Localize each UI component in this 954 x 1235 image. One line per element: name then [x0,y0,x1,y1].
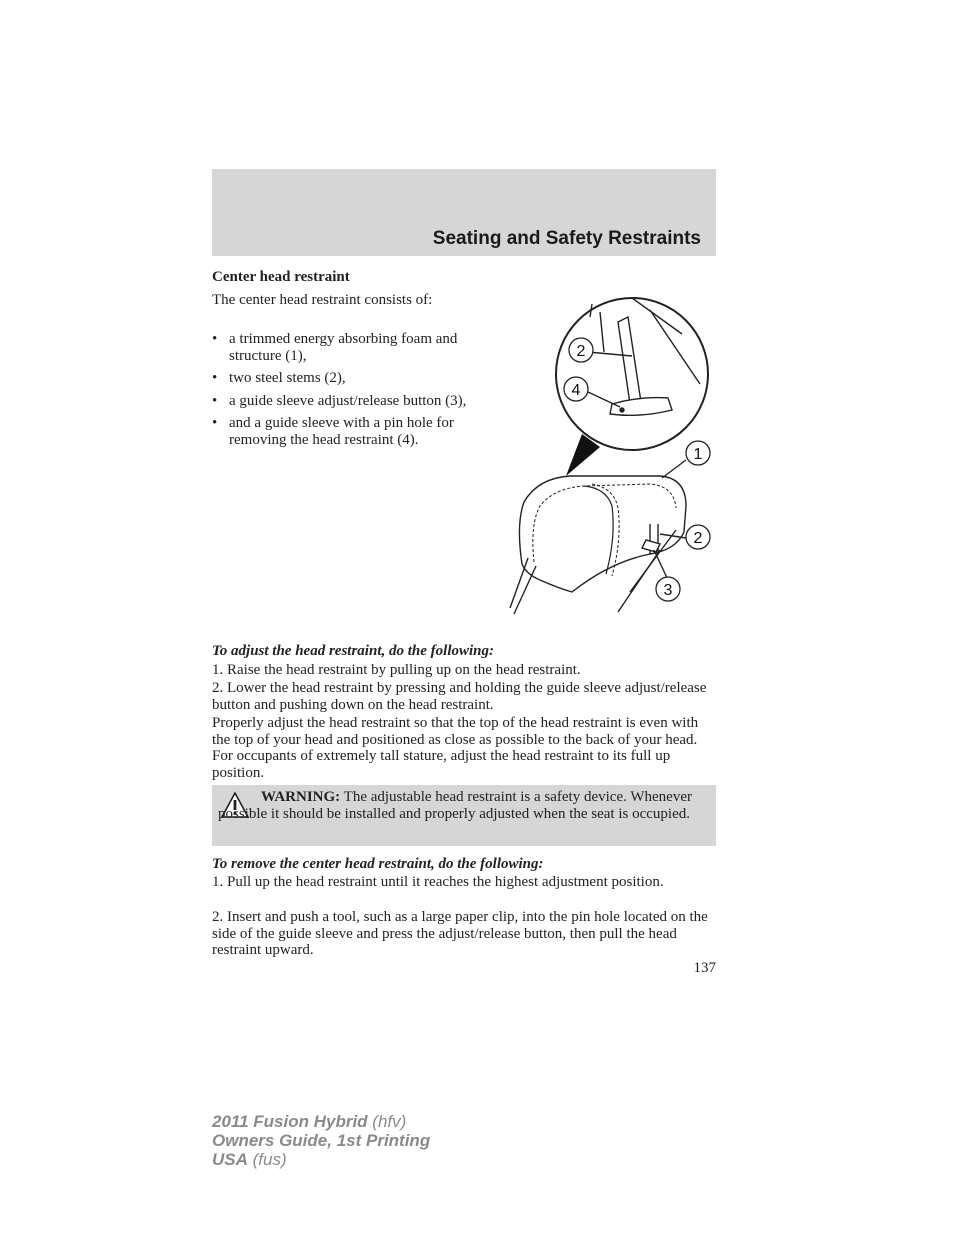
list-item: • a trimmed energy absorbing foam and structure (1), [212,331,474,364]
adjust-step-1: 1. Raise the head restraint by pulling up on the head restraint. [212,662,581,678]
page-number: 137 [693,960,716,976]
center-head-restraint-heading: Center head restraint [212,269,350,285]
document-footer [212,1112,430,1169]
warning-text [218,789,704,822]
footer-model-code: (hfv) [367,1112,407,1131]
adjust-step-2: 2. Lower the head restraint by pressing and holding the guide sleeve adjust/release button and pushing down on the head restraint. [212,680,707,713]
remove-step-1: 1. Pull up the head restraint until it reaches the highest adjustment position. [212,874,664,890]
footer-market: USA [212,1150,248,1169]
remove-step-2: 2. Insert and push a tool, such as a large paper clip, into the pin hole located on the side of the guide sleeve and press the adjust/release button, then pull the head restraint upward. [212,909,708,958]
section-title: Seating and Safety Restraints [432,228,701,249]
footer-market-code: (fus) [247,1150,287,1169]
list-item: • a guide sleeve adjust/release button (3), [212,393,474,410]
list-item: • and a guide sleeve with a pin hole for removing the head restraint (4). [212,415,474,448]
adjust-paragraph: Properly adjust the head restraint so that the top of the head restraint is even with the top of your head and positioned as close as possible to the back of your head. For occupants of extremely tall stature, adjust the head restraint to its full up position. [212,715,699,781]
callout-2-bottom: 2 [693,530,703,547]
footer-model: 2011 Fusion Hybrid [212,1112,368,1131]
callout-3: 3 [663,582,673,599]
warning-body: The adjustable head restraint is a safety device. Whenever possible it should be installed and properly adjusted when the seat is occupied. [218,789,692,822]
components-list [212,331,474,454]
warning-label: WARNING: [261,789,341,805]
section-header-band [212,169,716,256]
callout-1: 1 [693,446,703,463]
callout-2-top: 2 [576,343,586,360]
footer-printing: Owners Guide, 1st Printing [212,1131,431,1150]
list-item: • two steel stems (2), [212,370,474,387]
intro-paragraph: The center head restraint consists of: [212,292,433,308]
warning-box [212,785,716,846]
adjust-heading: To adjust the head restraint, do the following: [212,643,494,659]
remove-heading: To remove the center head restraint, do the following: [212,856,544,872]
callout-4: 4 [571,382,581,399]
head-restraint-illustration [500,292,716,622]
